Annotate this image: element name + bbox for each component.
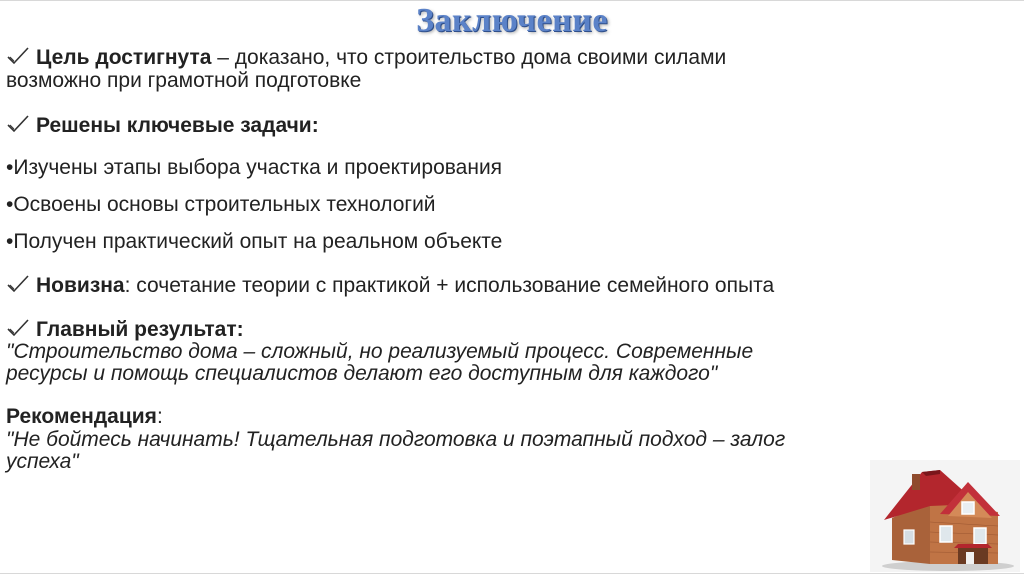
check-mark-icon (6, 46, 30, 66)
goal-label: Цель достигнута (36, 46, 212, 69)
recommendation-heading (6, 406, 163, 428)
result-quote-line1 (6, 341, 753, 363)
novelty-label: Новизна (36, 274, 125, 297)
result-heading (6, 318, 244, 341)
goal-line (6, 46, 726, 69)
house-image (870, 460, 1020, 572)
recommendation-quote-text: "Не бойтесь начинать! Тщательная подготовка и поэтапный подход – залог (6, 428, 786, 451)
task-item: •Получен практический опыт на реальном объекте (6, 230, 503, 253)
novelty-line (6, 274, 774, 297)
recommendation-quote-line1 (6, 429, 785, 451)
goal-text-line2: возможно при грамотной подготовке (6, 69, 362, 92)
result-colon: : (236, 318, 244, 341)
check-mark-icon (6, 114, 30, 134)
tasks-colon: : (311, 114, 319, 137)
recommendation-quote-text: успеха" (6, 450, 79, 473)
recommendation-label: Рекомендация (6, 405, 157, 428)
tasks-heading (6, 114, 319, 137)
result-quote-line2 (6, 363, 717, 385)
recommendation-colon: : (156, 405, 163, 428)
result-quote-text: "Строительство дома – сложный, но реализуемый процесс. Современные (6, 340, 754, 363)
novelty-text: : сочетание теории с практикой + использование семейного опыта (124, 274, 775, 297)
top-border (0, 0, 1024, 1)
goal-text-line1: – доказано, что строительство дома своими силами (211, 46, 727, 69)
task-item: •Изучены этапы выбора участка и проектирования (6, 156, 503, 179)
task-item: •Освоены основы строительных технологий (6, 193, 436, 216)
result-label: Главный результат (36, 318, 237, 341)
slide-title: Заключение (416, 2, 608, 39)
check-mark-icon (6, 318, 30, 338)
tasks-label: Решены ключевые задачи (36, 114, 312, 137)
check-mark-icon (6, 274, 30, 294)
recommendation-quote-line2 (6, 451, 79, 473)
result-quote-text: ресурсы и помощь специалистов делают его доступным для каждого" (6, 362, 718, 385)
